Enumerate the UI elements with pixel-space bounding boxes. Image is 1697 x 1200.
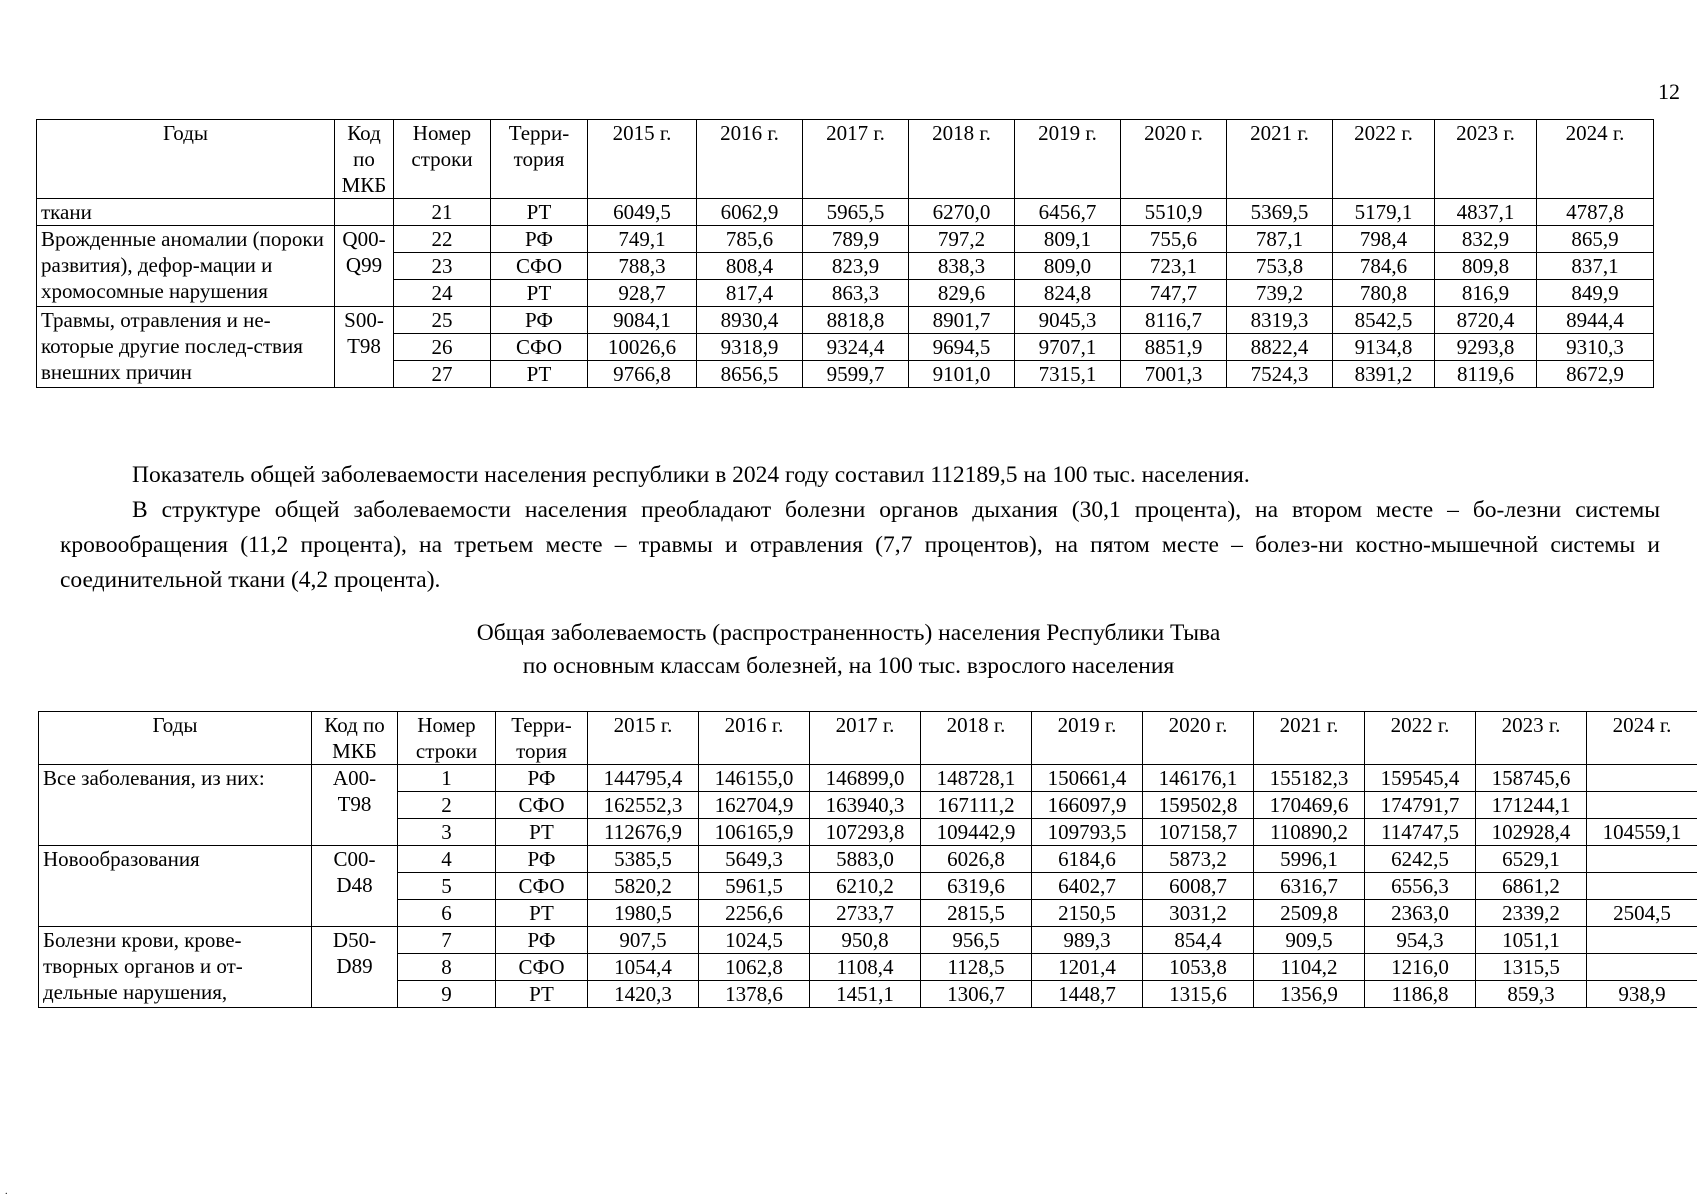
value-cell: 159502,8	[1143, 792, 1254, 819]
territory: РТ	[496, 900, 588, 927]
value-cell: 6319,6	[921, 873, 1032, 900]
header-row-number: Номер строки	[398, 712, 496, 765]
value-cell: 2509,8	[1254, 900, 1365, 927]
value-cell: 954,3	[1365, 927, 1476, 954]
value-cell: 2504,5	[1587, 900, 1697, 927]
value-cell: 2256,6	[699, 900, 810, 927]
value-cell: 5965,5	[803, 199, 909, 226]
disease-class-name: Новообразования	[39, 846, 312, 927]
value-cell: 6556,3	[1365, 873, 1476, 900]
header-year: 2017 г.	[803, 120, 909, 199]
value-cell: 859,3	[1476, 981, 1587, 1008]
row-number: 3	[398, 819, 496, 846]
table-general-morbidity	[38, 711, 1697, 1008]
value-cell: 747,7	[1121, 280, 1227, 307]
value-cell: 158745,6	[1476, 765, 1587, 792]
value-cell: 163940,3	[810, 792, 921, 819]
value-cell: 780,8	[1333, 280, 1435, 307]
value-cell: 824,8	[1015, 280, 1121, 307]
icd-code: C00- D48	[312, 846, 398, 927]
value-cell: 863,3	[803, 280, 909, 307]
value-cell: 155182,3	[1254, 765, 1365, 792]
value-cell: 6062,9	[697, 199, 803, 226]
value-cell: 1186,8	[1365, 981, 1476, 1008]
value-cell: 3031,2	[1143, 900, 1254, 927]
value-cell: 110890,2	[1254, 819, 1365, 846]
value-cell: 5649,3	[699, 846, 810, 873]
value-cell	[1587, 873, 1697, 900]
territory: РТ	[496, 819, 588, 846]
value-cell: 174791,7	[1365, 792, 1476, 819]
value-cell: 1216,0	[1365, 954, 1476, 981]
value-cell: 785,6	[697, 226, 803, 253]
value-cell: 166097,9	[1032, 792, 1143, 819]
value-cell: 9766,8	[588, 361, 697, 388]
value-cell: 5179,1	[1333, 199, 1435, 226]
row-number: 22	[394, 226, 491, 253]
row-number: 8	[398, 954, 496, 981]
header-row-number: Номер строки	[394, 120, 491, 199]
disease-class-name: Все заболевания, из них:	[39, 765, 312, 846]
value-cell: 8656,5	[697, 361, 803, 388]
value-cell: 809,1	[1015, 226, 1121, 253]
value-cell: 865,9	[1537, 226, 1654, 253]
value-cell: 8116,7	[1121, 307, 1227, 334]
value-cell: 6529,1	[1476, 846, 1587, 873]
value-cell: 950,8	[810, 927, 921, 954]
row-number: 26	[394, 334, 491, 361]
scan-speck: .	[5, 1186, 8, 1197]
icd-code: S00- T98	[335, 307, 394, 388]
value-cell: 167111,2	[921, 792, 1032, 819]
value-cell: 146176,1	[1143, 765, 1254, 792]
header-year: 2020 г.	[1121, 120, 1227, 199]
territory: СФО	[496, 873, 588, 900]
value-cell: 9084,1	[588, 307, 697, 334]
value-cell: 5883,0	[810, 846, 921, 873]
header-year: 2021 г.	[1227, 120, 1333, 199]
table-header-row	[37, 120, 1654, 199]
value-cell: 9310,3	[1537, 334, 1654, 361]
value-cell: 2339,2	[1476, 900, 1587, 927]
value-cell: 8119,6	[1435, 361, 1537, 388]
value-cell: 784,6	[1333, 253, 1435, 280]
territory: РФ	[491, 307, 588, 334]
header-year: 2016 г.	[699, 712, 810, 765]
value-cell: 817,4	[697, 280, 803, 307]
value-cell: 1980,5	[588, 900, 699, 927]
value-cell: 9101,0	[909, 361, 1015, 388]
header-year: 2022 г.	[1333, 120, 1435, 199]
value-cell: 909,5	[1254, 927, 1365, 954]
value-cell: 5385,5	[588, 846, 699, 873]
disease-class-name: ткани	[37, 199, 335, 226]
value-cell: 9694,5	[909, 334, 1015, 361]
value-cell: 144795,4	[588, 765, 699, 792]
value-cell: 829,6	[909, 280, 1015, 307]
row-number: 23	[394, 253, 491, 280]
value-cell: 1315,5	[1476, 954, 1587, 981]
value-cell: 170469,6	[1254, 792, 1365, 819]
table-row	[39, 846, 1697, 873]
value-cell: 104559,1	[1587, 819, 1697, 846]
table-title: Общая заболеваемость (распространенность) населения Республики Тыва по основным классам болезней, на 100 тыс. взрослого населения	[476, 620, 1221, 679]
value-cell	[1587, 792, 1697, 819]
value-cell: 1315,6	[1143, 981, 1254, 1008]
value-cell: 1024,5	[699, 927, 810, 954]
value-cell: 854,4	[1143, 927, 1254, 954]
value-cell: 928,7	[588, 280, 697, 307]
value-cell: 938,9	[1587, 981, 1697, 1008]
value-cell: 7524,3	[1227, 361, 1333, 388]
territory: РТ	[491, 280, 588, 307]
value-cell: 8319,3	[1227, 307, 1333, 334]
value-cell: 823,9	[803, 253, 909, 280]
value-cell: 162704,9	[699, 792, 810, 819]
table-row	[37, 199, 1654, 226]
value-cell	[1587, 846, 1697, 873]
header-territory: Терри- тория	[496, 712, 588, 765]
value-cell	[1587, 927, 1697, 954]
value-cell: 798,4	[1333, 226, 1435, 253]
row-number: 27	[394, 361, 491, 388]
value-cell: 1356,9	[1254, 981, 1365, 1008]
value-cell: 789,9	[803, 226, 909, 253]
header-year: 2015 г.	[588, 712, 699, 765]
header-icd-code: Код по МКБ	[312, 712, 398, 765]
value-cell: 9707,1	[1015, 334, 1121, 361]
value-cell: 2150,5	[1032, 900, 1143, 927]
value-cell: 1420,3	[588, 981, 699, 1008]
header-year: 2024 г.	[1537, 120, 1654, 199]
header-year: 2023 г.	[1435, 120, 1537, 199]
value-cell: 1104,2	[1254, 954, 1365, 981]
value-cell: 9599,7	[803, 361, 909, 388]
value-cell: 2815,5	[921, 900, 1032, 927]
header-years-label: Годы	[39, 712, 312, 765]
territory: РФ	[496, 765, 588, 792]
territory: СФО	[491, 253, 588, 280]
header-year: 2015 г.	[588, 120, 697, 199]
row-number: 4	[398, 846, 496, 873]
header-year: 2018 г.	[921, 712, 1032, 765]
table-continuation-by-disease-class	[36, 119, 1654, 388]
value-cell	[1587, 954, 1697, 981]
icd-code: A00- T98	[312, 765, 398, 846]
value-cell: 6184,6	[1032, 846, 1143, 873]
value-cell: 8391,2	[1333, 361, 1435, 388]
header-year: 2017 г.	[810, 712, 921, 765]
value-cell: 1054,4	[588, 954, 699, 981]
icd-code: Q00- Q99	[335, 226, 394, 307]
body-text	[60, 458, 1660, 598]
value-cell: 107158,7	[1143, 819, 1254, 846]
disease-class-name: Врожденные аномалии (пороки развития), дефор-мации и хромосомные нарушения	[37, 226, 335, 307]
disease-class-name: Травмы, отравления и не-которые другие послед-ствия внешних причин	[37, 307, 335, 388]
value-cell: 6270,0	[909, 199, 1015, 226]
value-cell: 6316,7	[1254, 873, 1365, 900]
value-cell: 5961,5	[699, 873, 810, 900]
territory: СФО	[491, 334, 588, 361]
value-cell: 8851,9	[1121, 334, 1227, 361]
value-cell: 1451,1	[810, 981, 921, 1008]
value-cell: 809,0	[1015, 253, 1121, 280]
value-cell	[1587, 765, 1697, 792]
value-cell: 1306,7	[921, 981, 1032, 1008]
value-cell: 1128,5	[921, 954, 1032, 981]
value-cell: 1448,7	[1032, 981, 1143, 1008]
header-years-label: Годы	[37, 120, 335, 199]
value-cell: 6008,7	[1143, 873, 1254, 900]
value-cell: 109442,9	[921, 819, 1032, 846]
table-row	[37, 307, 1654, 334]
value-cell: 5996,1	[1254, 846, 1365, 873]
value-cell: 150661,4	[1032, 765, 1143, 792]
header-year: 2024 г.	[1587, 712, 1697, 765]
header-year: 2020 г.	[1143, 712, 1254, 765]
table-row	[39, 765, 1697, 792]
value-cell: 797,2	[909, 226, 1015, 253]
table-row	[37, 226, 1654, 253]
row-number: 21	[394, 199, 491, 226]
value-cell: 1378,6	[699, 981, 810, 1008]
value-cell: 1108,4	[810, 954, 921, 981]
paragraph: Показатель общей заболеваемости населения республики в 2024 году составил 112189,5 на 100 тыс. населения.	[132, 462, 1250, 488]
value-cell: 7315,1	[1015, 361, 1121, 388]
value-cell: 1201,4	[1032, 954, 1143, 981]
row-number: 24	[394, 280, 491, 307]
value-cell: 837,1	[1537, 253, 1654, 280]
header-year: 2018 г.	[909, 120, 1015, 199]
value-cell: 6026,8	[921, 846, 1032, 873]
value-cell: 4787,8	[1537, 199, 1654, 226]
value-cell: 146899,0	[810, 765, 921, 792]
value-cell: 171244,1	[1476, 792, 1587, 819]
value-cell: 148728,1	[921, 765, 1032, 792]
value-cell: 4837,1	[1435, 199, 1537, 226]
value-cell: 5820,2	[588, 873, 699, 900]
icd-code: D50- D89	[312, 927, 398, 1008]
row-number: 25	[394, 307, 491, 334]
value-cell: 9324,4	[803, 334, 909, 361]
territory: СФО	[496, 954, 588, 981]
value-cell: 8944,4	[1537, 307, 1654, 334]
row-number: 1	[398, 765, 496, 792]
value-cell: 832,9	[1435, 226, 1537, 253]
value-cell: 989,3	[1032, 927, 1143, 954]
value-cell: 956,5	[921, 927, 1032, 954]
value-cell: 755,6	[1121, 226, 1227, 253]
value-cell: 102928,4	[1476, 819, 1587, 846]
value-cell: 10026,6	[588, 334, 697, 361]
header-territory: Терри- тория	[491, 120, 588, 199]
value-cell: 723,1	[1121, 253, 1227, 280]
paragraph: В структуре общей заболеваемости населения преобладают болезни органов дыхания (30,1 процента), на втором месте – бо-лезни системы кровообращения (11,2 процента), на третьем месте – травмы и отравления (7,7 процентов), на пятом месте – болез-ни костно-мышечной системы и соединительной ткани (4,2 процента).	[60, 497, 1660, 593]
value-cell: 8818,8	[803, 307, 909, 334]
territory: РТ	[491, 199, 588, 226]
value-cell: 5873,2	[1143, 846, 1254, 873]
value-cell: 808,4	[697, 253, 803, 280]
value-cell: 838,3	[909, 253, 1015, 280]
value-cell: 816,9	[1435, 280, 1537, 307]
value-cell: 787,1	[1227, 226, 1333, 253]
territory: РФ	[496, 846, 588, 873]
value-cell: 849,9	[1537, 280, 1654, 307]
value-cell: 2733,7	[810, 900, 921, 927]
value-cell: 8672,9	[1537, 361, 1654, 388]
value-cell: 146155,0	[699, 765, 810, 792]
header-year: 2021 г.	[1254, 712, 1365, 765]
value-cell: 5510,9	[1121, 199, 1227, 226]
value-cell: 9318,9	[697, 334, 803, 361]
territory: РТ	[496, 981, 588, 1008]
table-header-row	[39, 712, 1697, 765]
territory: РТ	[491, 361, 588, 388]
territory: СФО	[496, 792, 588, 819]
territory: РФ	[491, 226, 588, 253]
value-cell: 107293,8	[810, 819, 921, 846]
value-cell: 739,2	[1227, 280, 1333, 307]
value-cell: 112676,9	[588, 819, 699, 846]
territory: РФ	[496, 927, 588, 954]
value-cell: 6402,7	[1032, 873, 1143, 900]
value-cell: 162552,3	[588, 792, 699, 819]
value-cell: 106165,9	[699, 819, 810, 846]
header-year: 2023 г.	[1476, 712, 1587, 765]
row-number: 5	[398, 873, 496, 900]
header-year: 2019 г.	[1032, 712, 1143, 765]
value-cell: 6210,2	[810, 873, 921, 900]
row-number: 9	[398, 981, 496, 1008]
value-cell: 9293,8	[1435, 334, 1537, 361]
value-cell: 8901,7	[909, 307, 1015, 334]
value-cell: 159545,4	[1365, 765, 1476, 792]
value-cell: 8542,5	[1333, 307, 1435, 334]
value-cell: 1051,1	[1476, 927, 1587, 954]
value-cell: 749,1	[588, 226, 697, 253]
page-number: 12	[1658, 79, 1680, 104]
header-year: 2016 г.	[697, 120, 803, 199]
value-cell: 109793,5	[1032, 819, 1143, 846]
value-cell: 8822,4	[1227, 334, 1333, 361]
disease-class-name: Болезни крови, крове-творных органов и от-дельные нарушения,	[39, 927, 312, 1008]
value-cell: 114747,5	[1365, 819, 1476, 846]
value-cell: 6861,2	[1476, 873, 1587, 900]
value-cell: 6242,5	[1365, 846, 1476, 873]
value-cell: 9134,8	[1333, 334, 1435, 361]
row-number: 2	[398, 792, 496, 819]
value-cell: 5369,5	[1227, 199, 1333, 226]
value-cell: 8720,4	[1435, 307, 1537, 334]
header-year: 2019 г.	[1015, 120, 1121, 199]
table-row	[39, 927, 1697, 954]
row-number: 7	[398, 927, 496, 954]
header-icd-code: Код по МКБ	[335, 120, 394, 199]
value-cell: 7001,3	[1121, 361, 1227, 388]
icd-code	[335, 199, 394, 226]
row-number: 6	[398, 900, 496, 927]
value-cell: 1053,8	[1143, 954, 1254, 981]
value-cell: 2363,0	[1365, 900, 1476, 927]
header-year: 2022 г.	[1365, 712, 1476, 765]
value-cell: 6049,5	[588, 199, 697, 226]
value-cell: 6456,7	[1015, 199, 1121, 226]
value-cell: 9045,3	[1015, 307, 1121, 334]
value-cell: 809,8	[1435, 253, 1537, 280]
value-cell: 907,5	[588, 927, 699, 954]
value-cell: 1062,8	[699, 954, 810, 981]
value-cell: 753,8	[1227, 253, 1333, 280]
value-cell: 788,3	[588, 253, 697, 280]
value-cell: 8930,4	[697, 307, 803, 334]
